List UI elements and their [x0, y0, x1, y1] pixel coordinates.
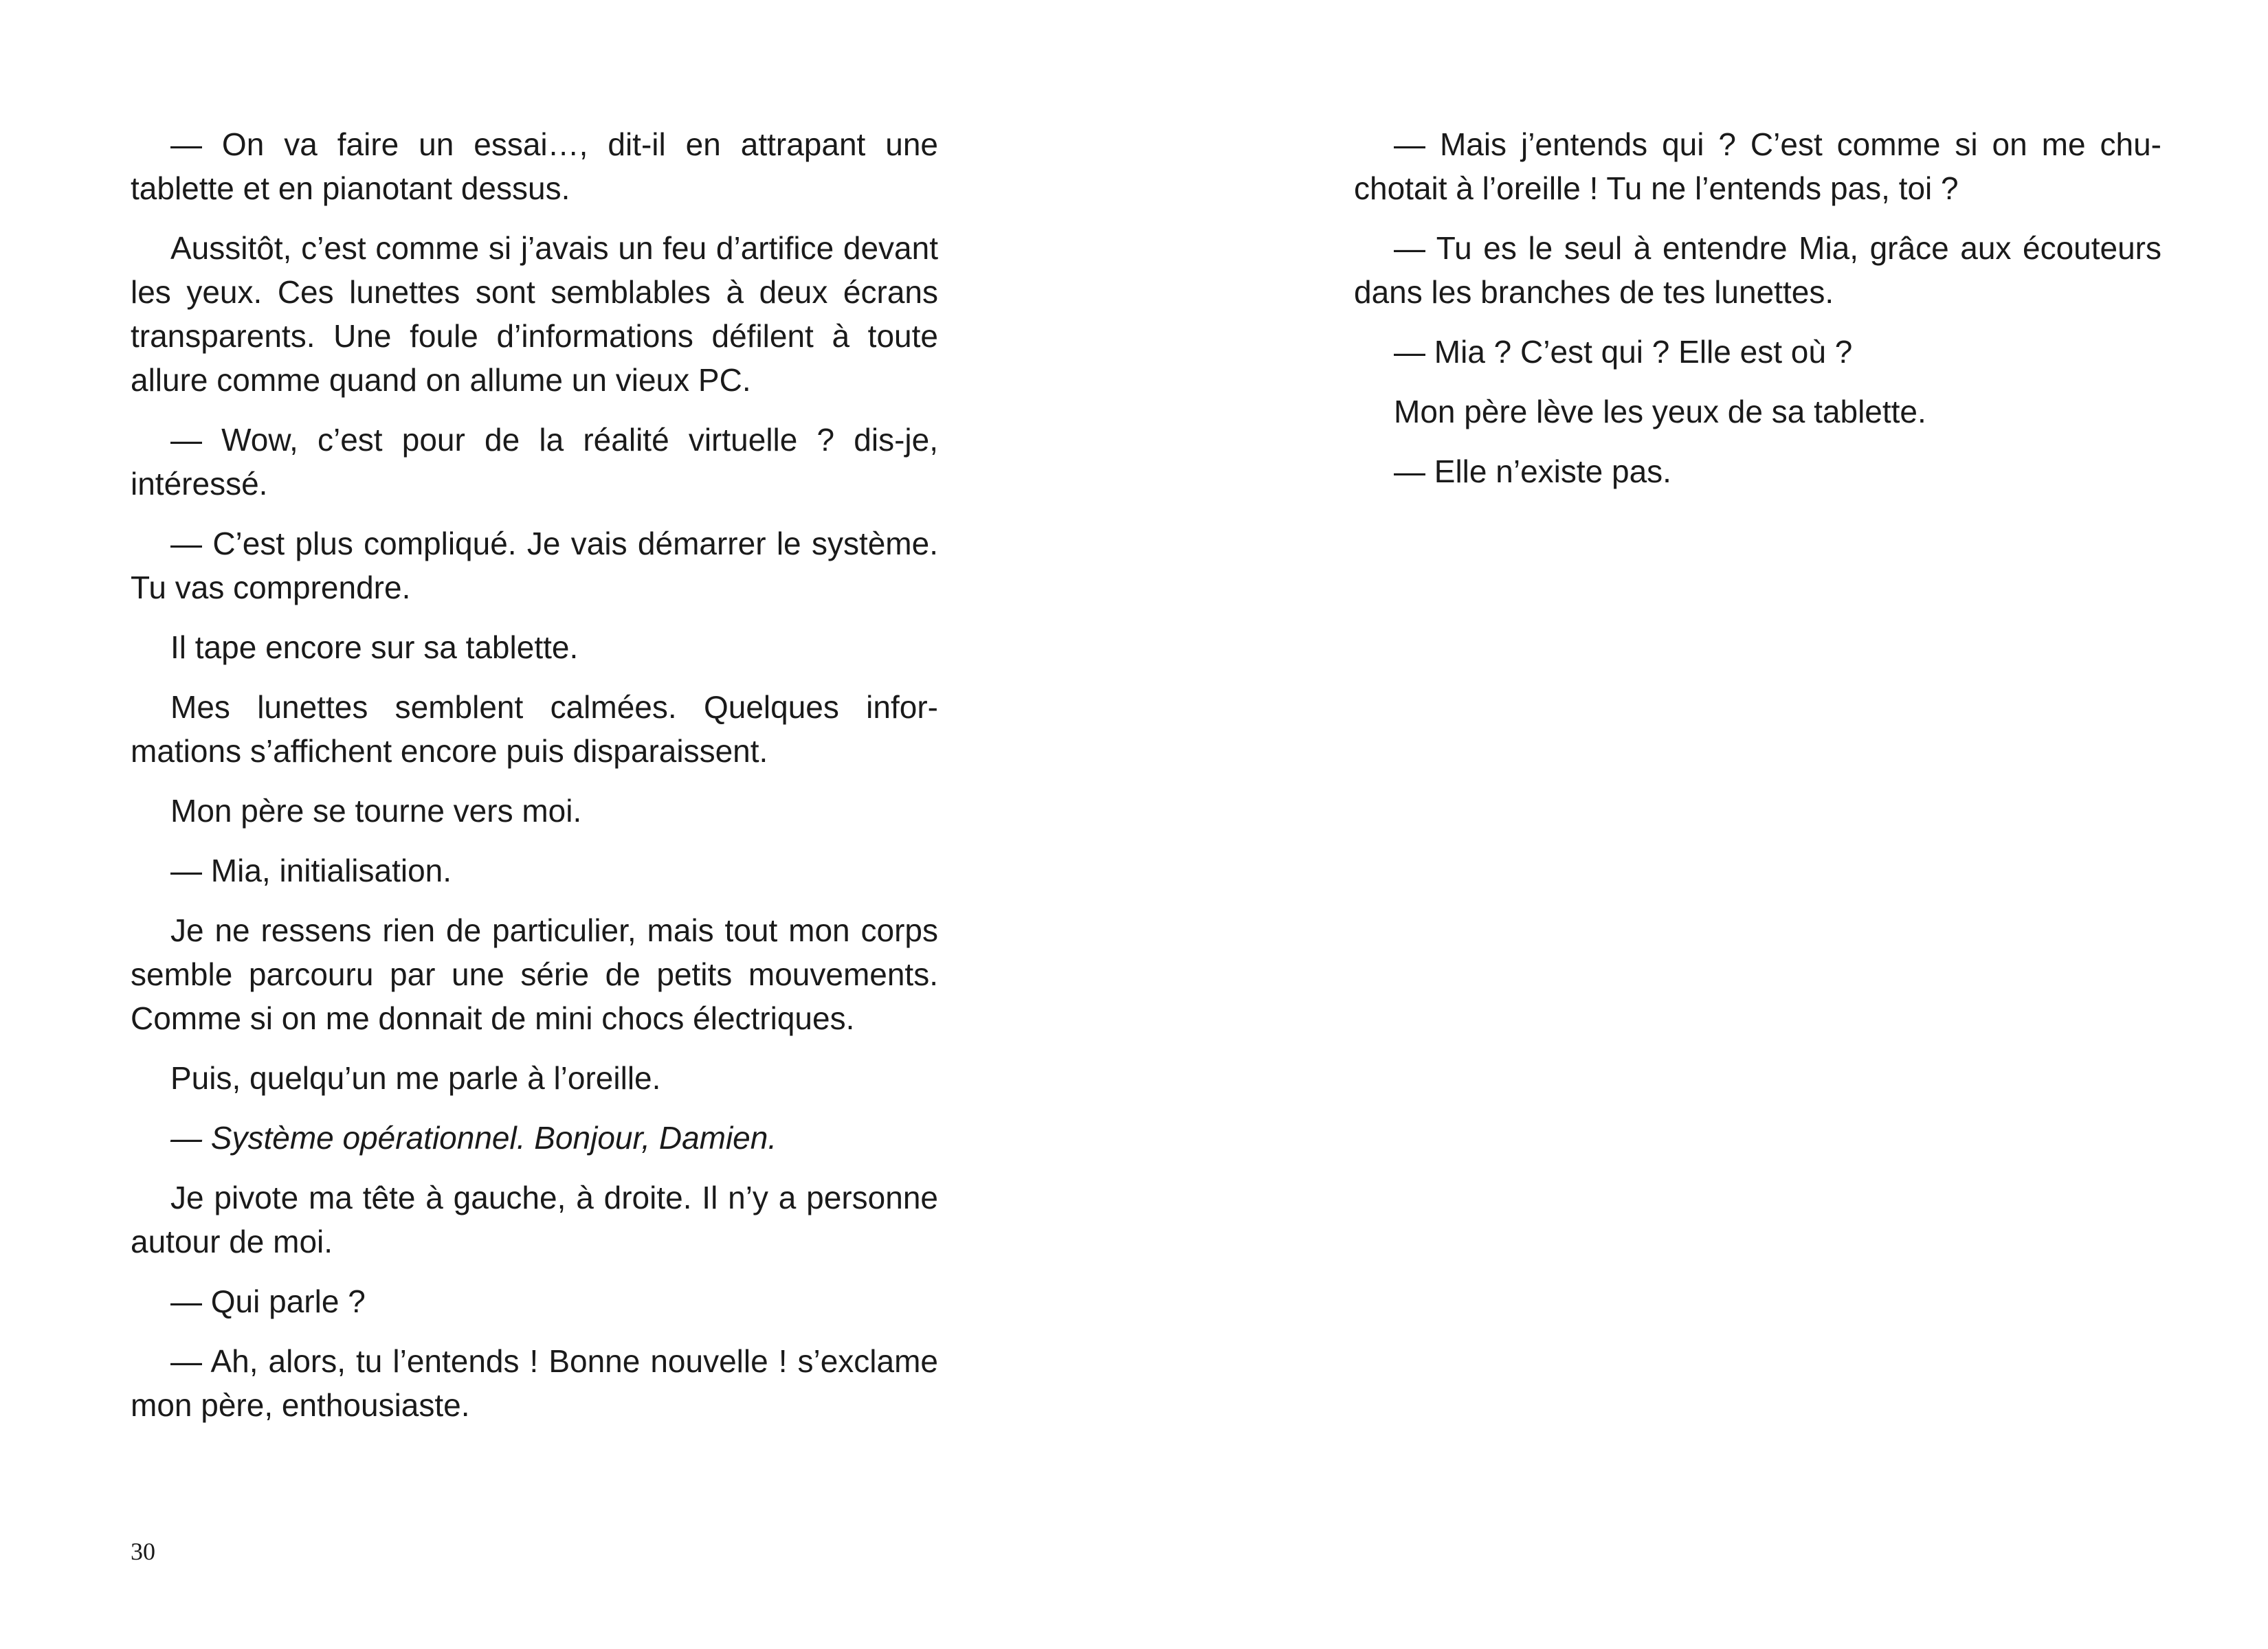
paragraph: — Wow, c’est pour de la réalité virtuelle ? dis-je, intéressé.: [131, 422, 938, 502]
paragraph: Je pivote ma tête à gauche, à droite. Il n’y a personne autour de moi.: [131, 1180, 938, 1259]
paragraph: Il tape encore sur sa tablette.: [170, 629, 579, 665]
paragraph: — Tu es le seul à entendre Mia, grâce aux écouteurs dans les branches de tes lunettes.: [1354, 230, 2161, 310]
right-page-text: [1354, 122, 2161, 509]
right-page: [1134, 0, 2268, 1649]
paragraph: — Mais j’entends qui ? C’est comme si on me chuchotait à l’oreille ! Tu ne l’entends pas, toi ?: [1354, 126, 2161, 206]
paragraph: Mon père se tourne vers moi.: [170, 793, 582, 829]
paragraph: — C’est plus compliqué. Je vais démarrer le système. Tu vas comprendre.: [131, 526, 938, 605]
paragraph: — Qui parle ?: [170, 1283, 366, 1319]
paragraph: — Ah, alors, tu l’entends ! Bonne nouvelle ! s’exclame mon père, enthousiaste.: [131, 1343, 938, 1423]
left-page-text: [131, 122, 938, 1443]
paragraph: Puis, quelqu’un me parle à l’oreille.: [170, 1060, 661, 1096]
paragraph: — On va faire un essai…, dit-il en attrapant une tablette et en pianotant dessus.: [131, 126, 938, 206]
page-number: 30: [131, 1538, 155, 1565]
paragraph: Mon père lève les yeux de sa tablette.: [1394, 394, 1926, 429]
paragraph: Je ne ressens rien de particulier, mais tout mon corps semble parcouru par une série de petits mouvements. Comme si on me donnait de mini chocs électriques.: [131, 912, 938, 1036]
paragraph: — Mia ? C’est qui ? Elle est où ?: [1394, 334, 1853, 370]
paragraph: Aussitôt, c’est comme si j’avais un feu d’artifice devant les yeux. Ces lunettes sont semblables à deux écrans transparents. Une foule d’informations défilent à toute allure comme quand on allume un vieux PC.: [131, 230, 938, 398]
paragraph: Mes lunettes semblent calmées. Quelques informations s’affichent encore puis disparaissent.: [131, 689, 938, 769]
paragraph: — Elle n’existe pas.: [1394, 453, 1671, 489]
paragraph: — Mia, initialisation.: [170, 853, 452, 888]
italic-paragraph: — Système opérationnel. Bonjour, Damien.: [170, 1120, 777, 1156]
